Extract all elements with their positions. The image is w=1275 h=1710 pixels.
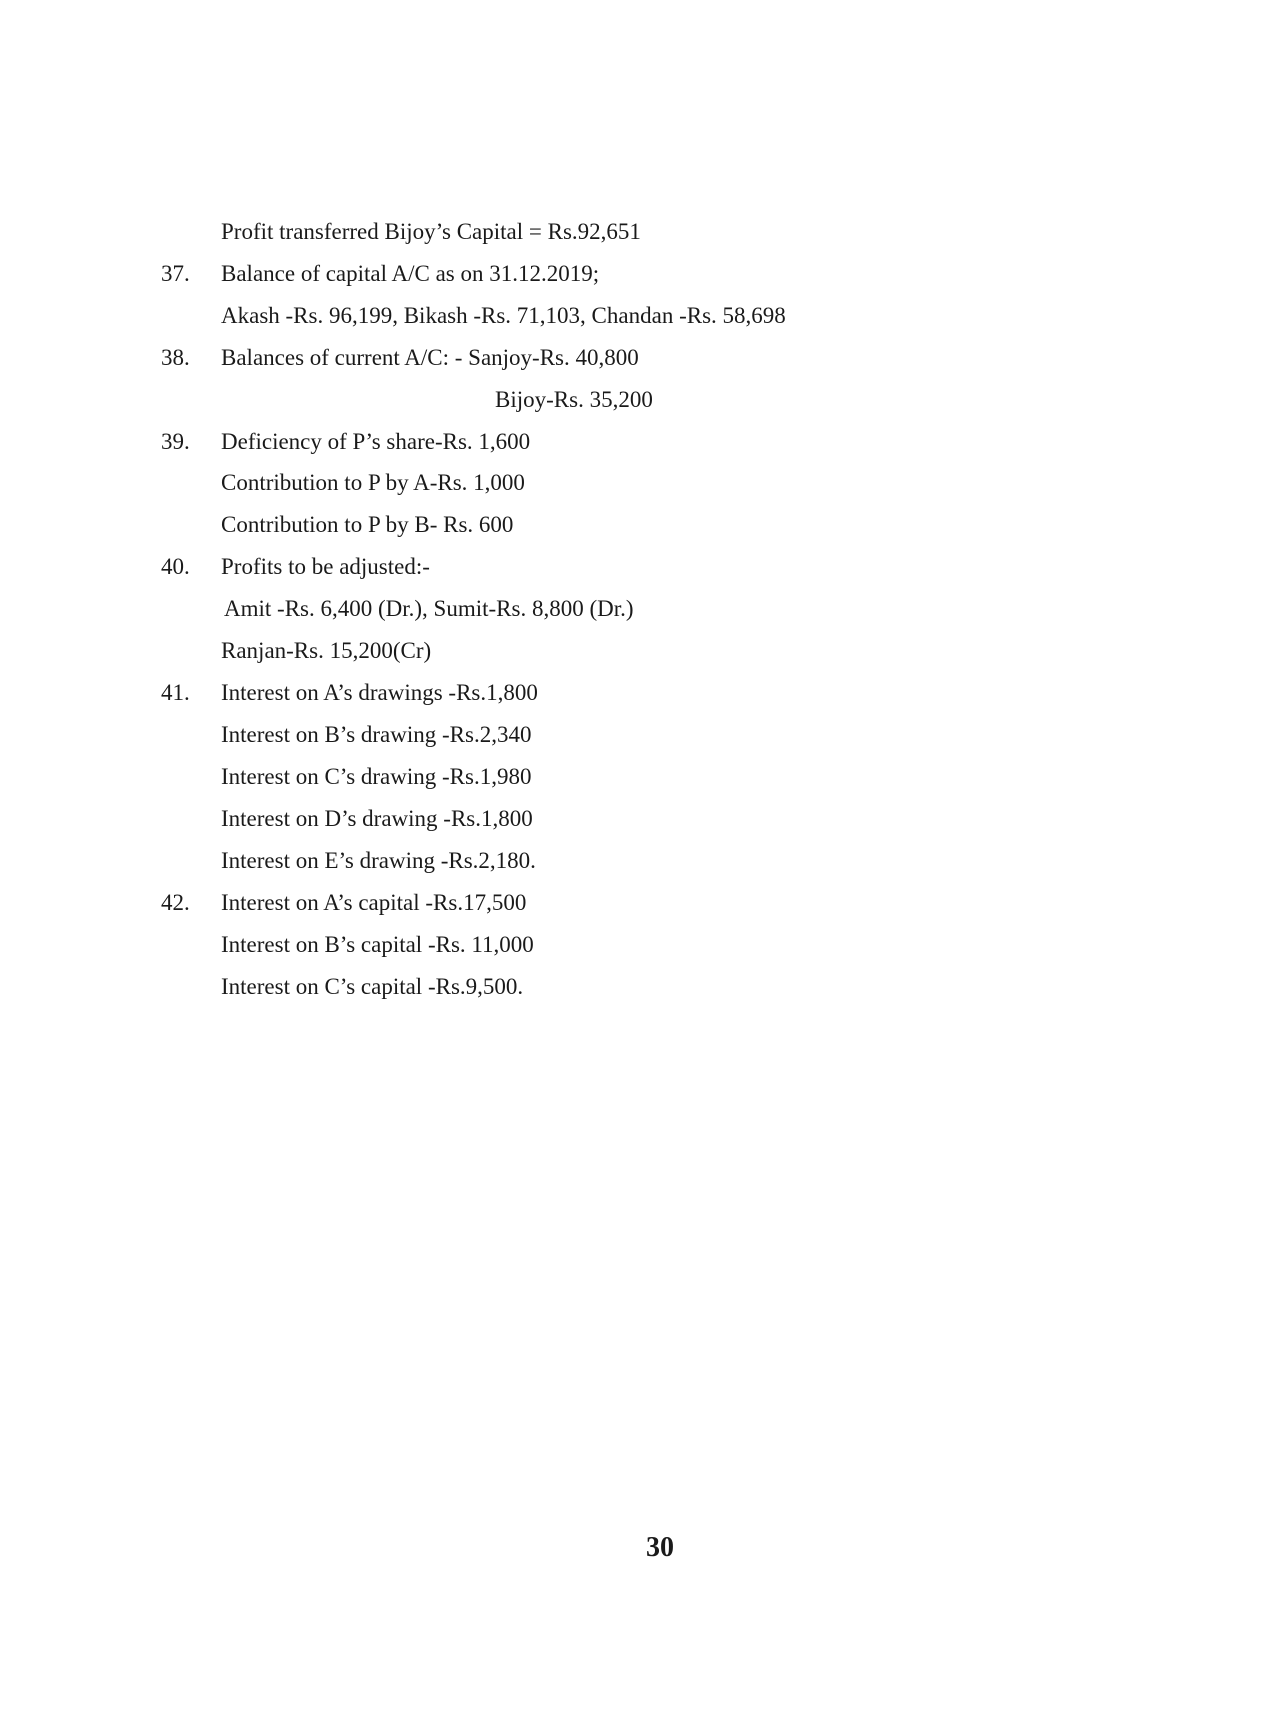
item-number-41: 41.	[161, 680, 190, 705]
answer-line-40: Profits to be adjusted:-	[221, 554, 430, 579]
answer-line-37: Balance of capital A/C as on 31.12.2019;	[221, 261, 600, 286]
answer-line-42-a: Interest on A’s capital -Rs.17,500	[221, 890, 527, 915]
answer-line-38: Balances of current A/C: - Sanjoy-Rs. 40,800	[221, 345, 639, 370]
answer-line-42-b: Interest on B’s capital -Rs. 11,000	[221, 932, 534, 957]
answer-line-39: Deficiency of P’s share-Rs. 1,600	[221, 429, 531, 454]
answer-line-39-contribution-b: Contribution to P by B- Rs. 600	[221, 512, 514, 537]
answer-line-41-b: Interest on B’s drawing -Rs.2,340	[221, 722, 532, 747]
answer-line-42-c: Interest on C’s capital -Rs.9,500.	[221, 974, 524, 999]
answer-line-41-e: Interest on E’s drawing -Rs.2,180.	[221, 848, 536, 873]
item-number-37: 37.	[161, 261, 190, 286]
item-number-40: 40.	[161, 554, 190, 579]
answer-line-profit-bijoy: Profit transferred Bijoy’s Capital = Rs.92,651	[221, 219, 641, 244]
item-number-39: 39.	[161, 429, 190, 454]
answer-line-37-balances: Akash -Rs. 96,199, Bikash -Rs. 71,103, Chandan -Rs. 58,698	[221, 303, 786, 328]
answer-line-41-c: Interest on C’s drawing -Rs.1,980	[221, 764, 532, 789]
answer-line-38-bijoy: Bijoy-Rs. 35,200	[495, 387, 653, 412]
item-number-38: 38.	[161, 345, 190, 370]
answer-line-39-contribution-a: Contribution to P by A-Rs. 1,000	[221, 470, 525, 495]
answer-line-41-d: Interest on D’s drawing -Rs.1,800	[221, 806, 533, 831]
item-number-42: 42.	[161, 890, 190, 915]
answer-line-41-a: Interest on A’s drawings -Rs.1,800	[221, 680, 538, 705]
answer-line-40-amit-sumit: Amit -Rs. 6,400 (Dr.), Sumit-Rs. 8,800 (Dr.)	[224, 596, 634, 621]
answer-line-40-ranjan: Ranjan-Rs. 15,200(Cr)	[221, 638, 432, 663]
page-number: 30	[646, 1532, 674, 1563]
